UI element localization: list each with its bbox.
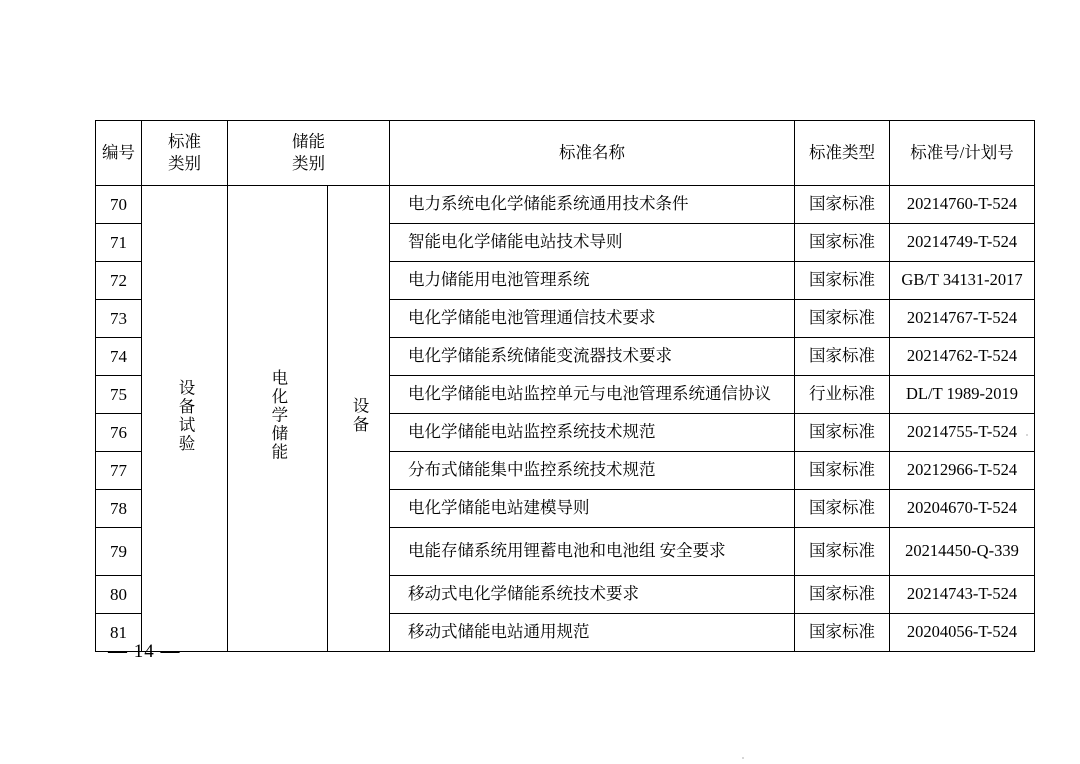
- cell-standard-name: 电化学储能电站监控系统技术规范: [390, 414, 795, 452]
- cell-standard-code: 20204056-T-524: [890, 614, 1035, 652]
- cell-standard-name: 分布式储能集中监控系统技术规范: [390, 452, 795, 490]
- table-row: [96, 186, 1035, 224]
- cell-number: 70: [96, 186, 142, 224]
- cell-standard-type: 国家标准: [795, 300, 890, 338]
- cell-standard-name: 电化学储能电站建模导则: [390, 490, 795, 528]
- cell-standard-name: 移动式储能电站通用规范: [390, 614, 795, 652]
- page-number: — 14 —: [108, 641, 181, 662]
- cell-standard-name: 电力系统电化学储能系统通用技术条件: [390, 186, 795, 224]
- paper-speck: [742, 757, 744, 759]
- cell-standard-name: 电力储能用电池管理系统: [390, 262, 795, 300]
- cell-number: 75: [96, 376, 142, 414]
- paper-speck: [1026, 434, 1028, 436]
- table-header-row: [96, 121, 1035, 186]
- standards-table: [95, 120, 1035, 652]
- cell-standard-code: 20214767-T-524: [890, 300, 1035, 338]
- cell-number: 72: [96, 262, 142, 300]
- header-storage: [228, 121, 390, 186]
- header-storage-line1: 储能: [292, 131, 325, 151]
- cell-standard-name: 移动式电化学储能系统技术要求: [390, 576, 795, 614]
- cell-standard-code: GB/T 34131-2017: [890, 262, 1035, 300]
- cell-standard-type: 国家标准: [795, 528, 890, 576]
- cell-standard-code: 20214762-T-524: [890, 338, 1035, 376]
- cell-standard-type: 国家标准: [795, 338, 890, 376]
- cell-standard-type: 国家标准: [795, 224, 890, 262]
- header-category: [142, 121, 228, 186]
- header-category-line2: 类别: [168, 154, 201, 173]
- cell-sub-group: [328, 186, 390, 652]
- cell-standard-code: 20212966-T-524: [890, 452, 1035, 490]
- cell-standard-code: 20204670-T-524: [890, 490, 1035, 528]
- sub-vertical-label: 设备: [349, 397, 369, 435]
- cell-standard-type: 国家标准: [795, 452, 890, 490]
- header-type: 标准类型: [795, 121, 890, 186]
- cell-standard-type: 国家标准: [795, 490, 890, 528]
- cell-standard-code: 20214743-T-524: [890, 576, 1035, 614]
- cell-category-group: [142, 186, 228, 652]
- cell-standard-name: 电化学储能系统储能变流器技术要求: [390, 338, 795, 376]
- cell-standard-type: 国家标准: [795, 414, 890, 452]
- standards-table-container: [95, 120, 1023, 652]
- header-code: 标准号/计划号: [890, 121, 1035, 186]
- storage-vertical-label: 电化学储能: [268, 369, 288, 462]
- cell-standard-type: 国家标准: [795, 576, 890, 614]
- header-storage-line2: 类别: [292, 154, 325, 173]
- cell-standard-type: 行业标准: [795, 376, 890, 414]
- cell-storage-group: [228, 186, 328, 652]
- cell-standard-name: 电能存储系统用锂蓄电池和电池组 安全要求: [390, 528, 795, 576]
- header-name: 标准名称: [390, 121, 795, 186]
- cell-standard-name: 电化学储能电池管理通信技术要求: [390, 300, 795, 338]
- cell-number: 80: [96, 576, 142, 614]
- category-vertical-label: 设备试验: [175, 378, 195, 453]
- cell-standard-code: 20214450-Q-339: [890, 528, 1035, 576]
- cell-standard-name: 电化学储能电站监控单元与电池管理系统通信协议: [390, 376, 795, 414]
- cell-standard-code: DL/T 1989-2019: [890, 376, 1035, 414]
- table-body: [96, 186, 1035, 652]
- header-category-line1: 标准: [168, 131, 201, 151]
- table-header: [96, 121, 1035, 186]
- cell-standard-type: 国家标准: [795, 614, 890, 652]
- cell-standard-code: 20214760-T-524: [890, 186, 1035, 224]
- cell-number: 71: [96, 224, 142, 262]
- cell-number: 81: [96, 614, 142, 652]
- cell-number: 78: [96, 490, 142, 528]
- cell-number: 74: [96, 338, 142, 376]
- header-number: 编号: [96, 121, 142, 186]
- cell-standard-code: 20214749-T-524: [890, 224, 1035, 262]
- cell-number: 73: [96, 300, 142, 338]
- cell-standard-code: 20214755-T-524: [890, 414, 1035, 452]
- cell-number: 76: [96, 414, 142, 452]
- cell-standard-name: 智能电化学储能电站技术导则: [390, 224, 795, 262]
- cell-number: 77: [96, 452, 142, 490]
- cell-standard-type: 国家标准: [795, 262, 890, 300]
- cell-number: 79: [96, 528, 142, 576]
- cell-standard-type: 国家标准: [795, 186, 890, 224]
